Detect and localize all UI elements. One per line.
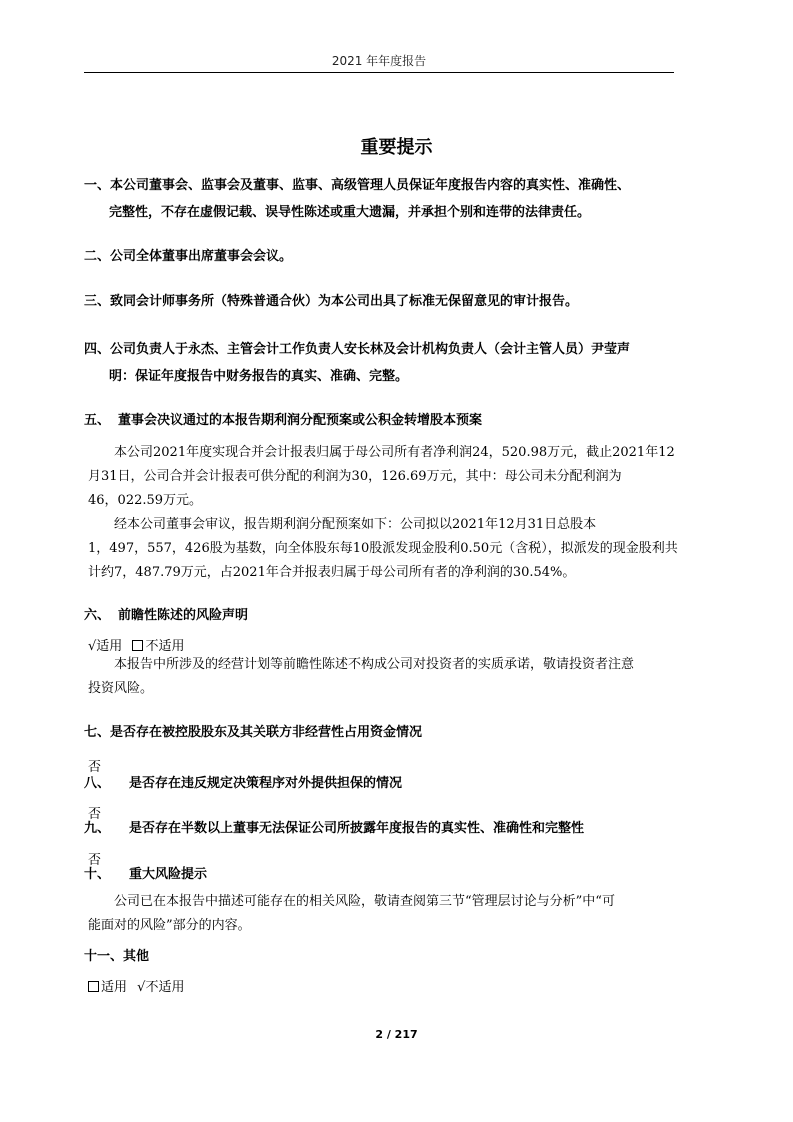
item-8-number: 八、 [84, 776, 111, 791]
option-applicable: 适用 [101, 980, 128, 995]
page-header: 2021 年年度报告 [331, 54, 427, 68]
item-3: 三、致同会计师事务所（特殊普通合伙）为本公司出具了标准无保留意见的审计报告。 [84, 294, 579, 309]
item-8-title: 是否存在违反规定决策程序对外提供担保的情况 [129, 776, 403, 791]
item-9-heading [84, 818, 684, 840]
paragraph-line: 计约7，487.79万元，占2021年合并报表归属于母公司所有者的净利润的30.54%。 [88, 565, 576, 580]
item-5-paragraph-1 [88, 441, 688, 513]
item-1-line-2: 完整性，不存在虚假记载、误导性陈述或重大遗漏，并承担个别和连带的法律责任。 [109, 205, 591, 220]
item-9-title: 是否存在半数以上董事无法保证公司所披露年度报告的真实性、准确性和完整性 [129, 821, 585, 836]
page-number: 2 / 217 [375, 1028, 418, 1041]
item-6-title: 前瞻性陈述的风险声明 [118, 608, 249, 623]
paragraph-line: 投资风险。 [88, 681, 154, 696]
item-8-answer: 否 [88, 807, 102, 822]
item-1-line-1: 一、本公司董事会、监事会及董事、监事、高级管理人员保证年度报告内容的真实性、准确性、 [84, 178, 631, 193]
option-not-applicable: √不适用 [137, 980, 185, 995]
item-11-options [88, 976, 184, 995]
paragraph-line: 能面对的风险”部分的内容。 [88, 918, 251, 933]
option-not-applicable: 不适用 [145, 639, 185, 654]
item-4-line-2: 明：保证年度报告中财务报告的真实、准确、完整。 [109, 369, 409, 384]
item-6-heading [84, 605, 684, 627]
page-title: 重要提示 [360, 137, 433, 158]
paragraph-line: 本公司2021年度实现合并会计报表归属于母公司所有者净利润24，520.98万元，截止2021年12 [88, 445, 675, 460]
item-5-title: 董事会决议通过的本报告期利润分配预案或公积金转增股本预案 [118, 413, 483, 428]
item-10-heading [84, 864, 684, 886]
paragraph-line: 经本公司董事会审议，报告期利润分配预案如下：公司拟以2021年12月31日总股本 [88, 517, 597, 532]
item-9-number: 九、 [84, 821, 111, 836]
checkbox-icon [88, 981, 99, 992]
item-6-options [88, 635, 184, 654]
item-10-number: 十、 [84, 867, 111, 882]
paragraph-line: 本报告中所涉及的经营计划等前瞻性陈述不构成公司对投资者的实质承诺，敬请投资者注意 [88, 657, 635, 672]
item-7-heading: 七、是否存在被控股股东及其关联方非经营性占用资金情况 [84, 725, 423, 740]
option-applicable: √适用 [88, 639, 123, 654]
item-5-number: 五、 [84, 413, 111, 428]
header-divider [84, 72, 674, 73]
item-10-paragraph [88, 890, 688, 938]
paragraph-line: 1，497，557，426股为基数，向全体股东每10股派发现金股利0.50元（含税），拟派发的现金股利共 [88, 541, 678, 556]
item-7-answer: 否 [88, 760, 102, 775]
checkbox-icon [132, 640, 143, 651]
item-9-answer: 否 [88, 853, 102, 868]
item-6-paragraph [88, 653, 688, 701]
item-10-title: 重大风险提示 [129, 867, 208, 882]
item-8-heading [84, 773, 684, 795]
item-5-paragraph-2 [88, 513, 688, 585]
item-6-number: 六、 [84, 608, 111, 623]
paragraph-line: 46，022.59万元。 [88, 493, 203, 508]
paragraph-line: 月31日，公司合并会计报表可供分配的利润为30，126.69万元，其中：母公司未分配利润为 [88, 469, 622, 484]
item-5-heading [84, 410, 684, 432]
item-11-heading: 十一、其他 [84, 949, 150, 964]
item-4-line-1: 四、公司负责人于永杰、主管会计工作负责人安长林及会计机构负责人（会计主管人员）尹莹声 [84, 342, 631, 357]
paragraph-line: 公司已在本报告中描述可能存在的相关风险，敬请查阅第三节“管理层讨论与分析”中“可 [88, 894, 615, 909]
item-2: 二、公司全体董事出席董事会会议。 [84, 249, 293, 264]
